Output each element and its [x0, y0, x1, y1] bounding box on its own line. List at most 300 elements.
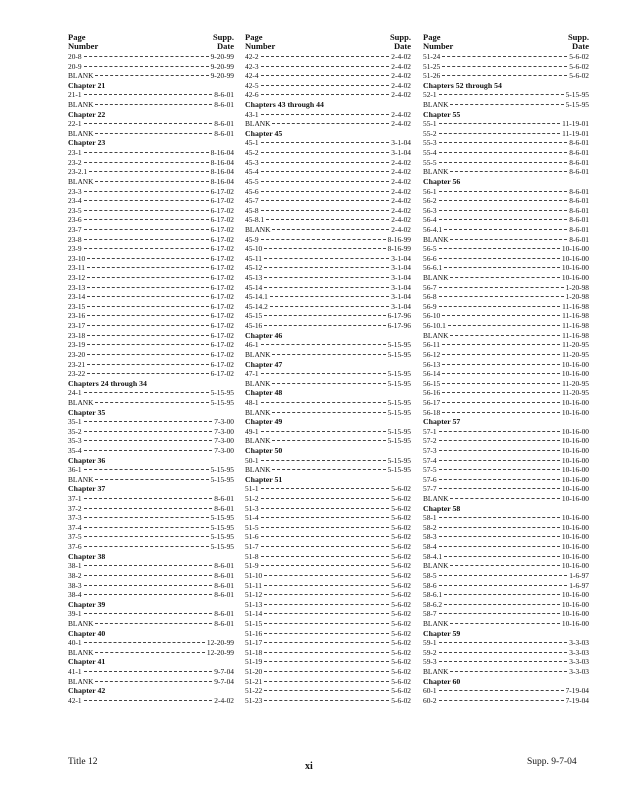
index-row	[68, 369, 234, 379]
chapter-heading: Chapter 55	[423, 109, 461, 119]
index-row	[68, 542, 234, 552]
index-row	[245, 206, 411, 216]
index-row	[68, 321, 234, 331]
footer-supplement: Supp. 9-7-04	[527, 757, 577, 767]
leader-dots	[87, 296, 208, 297]
supp-date: 10-16-00	[561, 436, 589, 446]
page-number: BLANK	[68, 474, 94, 484]
page-number: 42-4	[245, 71, 259, 81]
index-row	[423, 619, 589, 629]
supp-date: 8-6-01	[569, 224, 589, 234]
index-row	[68, 590, 234, 600]
supp-date: 5-6-02	[391, 542, 411, 552]
leader-dots	[439, 219, 568, 220]
page-number: 23-9	[68, 244, 82, 254]
leader-dots	[87, 287, 208, 288]
page-number: 37-6	[68, 542, 82, 552]
chapter-heading: Chapter 47	[245, 359, 283, 369]
leader-dots	[84, 191, 209, 192]
leader-dots	[439, 700, 564, 701]
supp-date: 11-16-98	[562, 301, 589, 311]
supp-date: 10-16-00	[561, 522, 589, 532]
chapter-heading: Chapter 42	[68, 686, 106, 696]
index-row	[423, 523, 589, 533]
leader-dots	[264, 700, 389, 701]
supp-date: 2-4-02	[391, 224, 411, 234]
leader-dots	[450, 335, 560, 336]
supp-date: 7-19-04	[565, 686, 589, 696]
chapter-heading: Chapter 51	[245, 474, 283, 484]
supp-date: 11-16-98	[562, 330, 589, 340]
supp-date: 10-16-00	[561, 273, 589, 283]
supp-date: 5-15-95	[387, 426, 411, 436]
leader-dots	[272, 383, 385, 384]
page-number: BLANK	[68, 100, 94, 110]
leader-dots	[442, 373, 560, 374]
index-row	[68, 196, 234, 206]
leader-dots	[84, 546, 209, 547]
index-row	[68, 71, 234, 81]
page-number: 57-3	[423, 445, 437, 455]
leader-dots	[261, 200, 390, 201]
leader-dots	[439, 431, 560, 432]
index-row	[423, 167, 589, 177]
page-number: 56-11	[423, 340, 440, 350]
page-number: 51-23	[245, 695, 263, 705]
leader-dots	[95, 681, 212, 682]
header-number: Number	[245, 41, 276, 51]
page-number: BLANK	[245, 224, 271, 234]
leader-dots	[84, 671, 213, 672]
page-number: BLANK	[423, 100, 449, 110]
leader-dots	[84, 123, 213, 124]
index-row	[245, 523, 411, 533]
page-number: 58-1	[423, 513, 437, 523]
page-number: 60-1	[423, 686, 437, 696]
header-page: Page	[423, 32, 441, 42]
index-row	[423, 475, 589, 485]
page-number: 56-16	[423, 388, 441, 398]
supp-date: 6-17-02	[210, 282, 234, 292]
supp-date: 10-16-00	[561, 590, 589, 600]
leader-dots	[87, 354, 208, 355]
index-row	[423, 513, 589, 523]
supp-date: 5-15-95	[387, 340, 411, 350]
leader-dots	[87, 315, 208, 316]
page-number: BLANK	[423, 234, 449, 244]
supp-date: 7-19-04	[565, 695, 589, 705]
leader-dots	[84, 56, 209, 57]
page-number: 45-10	[245, 244, 263, 254]
page-number: BLANK	[423, 494, 449, 504]
leader-dots	[439, 479, 560, 480]
leader-dots	[439, 258, 560, 259]
page-number: 49-1	[245, 426, 259, 436]
page-number: 51-9	[245, 561, 259, 571]
index-row	[423, 590, 589, 600]
supp-date: 8-6-01	[214, 494, 234, 504]
leader-dots	[439, 152, 568, 153]
leader-dots	[442, 402, 560, 403]
leader-dots	[261, 556, 390, 557]
supp-date: 11-16-98	[562, 321, 589, 331]
page-number: 51-22	[245, 686, 263, 696]
page-number: 45-14.1	[245, 292, 268, 302]
page-number: 37-4	[68, 522, 82, 532]
leader-dots	[439, 94, 564, 95]
index-row	[423, 225, 589, 235]
index-row	[423, 321, 589, 331]
index-row	[423, 446, 589, 456]
page-number: 55-3	[423, 138, 437, 148]
supp-date: 10-16-00	[561, 445, 589, 455]
index-row	[423, 340, 589, 350]
supp-date: 8-16-04	[210, 157, 234, 167]
page-number: 23-2	[68, 157, 82, 167]
supp-date: 2-4-02	[391, 71, 411, 81]
index-row	[245, 571, 411, 581]
page-number: 56-4	[423, 215, 437, 225]
supp-date: 8-6-01	[569, 138, 589, 148]
page-number: 51-18	[245, 647, 263, 657]
index-row	[68, 129, 234, 139]
page-number: 23-1	[68, 148, 82, 158]
page-number: 59-1	[423, 638, 437, 648]
leader-dots	[450, 171, 567, 172]
supp-date: 5-6-02	[391, 484, 411, 494]
leader-dots	[439, 460, 560, 461]
page-number: 56-3	[423, 205, 437, 215]
supp-date: 1-6-97	[569, 580, 589, 590]
page-number: BLANK	[245, 465, 271, 475]
supp-date: 1-20-98	[565, 282, 589, 292]
page-number: 45-14.2	[245, 301, 268, 311]
index-row	[68, 215, 234, 225]
page-number: BLANK	[245, 349, 271, 359]
chapter-heading: Chapters 43 through 44	[245, 100, 324, 110]
leader-dots	[444, 267, 560, 268]
index-row	[423, 283, 589, 293]
index-row	[68, 532, 234, 542]
leader-dots	[439, 210, 568, 211]
page-number: BLANK	[68, 176, 94, 186]
page-number: 37-2	[68, 503, 82, 513]
page-number: 51-17	[245, 638, 263, 648]
index-row	[68, 350, 234, 360]
leader-dots	[89, 171, 209, 172]
leader-dots	[439, 613, 560, 614]
index-row	[68, 388, 234, 398]
supp-date: 1-6-97	[569, 570, 589, 580]
leader-dots	[444, 594, 560, 595]
page-number: 45-14	[245, 282, 263, 292]
leader-dots	[439, 517, 560, 518]
page-number: 58-4.1	[423, 551, 443, 561]
index-row	[68, 648, 234, 658]
index-row	[245, 177, 411, 187]
supp-date: 8-6-01	[214, 503, 234, 513]
leader-dots	[261, 239, 386, 240]
page-number: 51-21	[245, 676, 263, 686]
index-row	[423, 360, 589, 370]
leader-dots	[272, 469, 385, 470]
supp-date: 9-20-99	[210, 52, 234, 61]
leader-dots	[84, 392, 209, 393]
supp-date: 3-3-03	[569, 638, 589, 648]
page-number: 39-1	[68, 609, 82, 619]
page-number: 20-8	[68, 52, 82, 61]
page-number: 23-16	[68, 311, 86, 321]
index-rows	[423, 52, 589, 705]
page-number: 23-17	[68, 321, 86, 331]
index-row	[245, 408, 411, 418]
page-number: 56-12	[423, 349, 441, 359]
leader-dots	[442, 344, 560, 345]
leader-dots	[84, 152, 209, 153]
index-row	[68, 609, 234, 619]
index-row	[68, 446, 234, 456]
index-row	[245, 148, 411, 158]
index-row	[423, 206, 589, 216]
leader-dots	[87, 344, 208, 345]
supp-date: 3-3-03	[569, 667, 589, 676]
index-row	[68, 417, 234, 427]
supp-date: 10-16-00	[561, 407, 589, 417]
supp-date: 5-15-95	[387, 397, 411, 407]
page-number: 21-1	[68, 90, 82, 100]
index-row	[423, 311, 589, 321]
supp-date: 5-6-02	[391, 599, 411, 609]
leader-dots	[87, 258, 208, 259]
page-number: BLANK	[423, 167, 449, 177]
column-header	[423, 33, 589, 51]
supp-date: 5-6-02	[391, 628, 411, 638]
leader-dots	[450, 277, 559, 278]
supp-date: 5-6-02	[391, 551, 411, 561]
index-row	[423, 542, 589, 552]
chapter-heading: Chapter 46	[245, 330, 283, 340]
page-number: 55-2	[423, 128, 437, 138]
page-number: 50-1	[245, 455, 259, 465]
page-number: 42-5	[245, 80, 259, 90]
chapter-heading: Chapters 24 through 34	[68, 378, 147, 388]
index-row	[68, 254, 234, 264]
header-supp: Supp.	[212, 32, 234, 42]
page-number: 23-15	[68, 301, 86, 311]
index-row	[68, 561, 234, 571]
leader-dots	[450, 623, 559, 624]
supp-date: 5-6-02	[391, 695, 411, 705]
leader-dots	[264, 661, 389, 662]
leader-dots	[442, 315, 560, 316]
index-row	[68, 436, 234, 446]
supp-date: 5-6-02	[391, 570, 411, 580]
leader-dots	[87, 277, 208, 278]
leader-dots	[264, 623, 389, 624]
page-number: 23-22	[68, 369, 86, 379]
page-number: 45-15	[245, 311, 263, 321]
page-number: 52-1	[423, 90, 437, 100]
leader-dots	[84, 450, 213, 451]
leader-dots	[84, 229, 209, 230]
supp-date: 10-16-00	[561, 513, 589, 523]
index-row	[245, 62, 411, 72]
supp-date: 8-6-01	[214, 90, 234, 100]
leader-dots	[439, 296, 564, 297]
leader-dots	[439, 585, 568, 586]
page-number: 37-5	[68, 532, 82, 542]
leader-dots	[450, 104, 563, 105]
page-number: 56-2	[423, 196, 437, 206]
supp-date: 5-15-95	[387, 378, 411, 388]
leader-dots	[261, 536, 390, 537]
index-row	[245, 119, 411, 129]
page-number: 24-1	[68, 388, 82, 398]
index-row	[423, 302, 589, 312]
index-row	[423, 686, 589, 696]
index-rows	[245, 52, 411, 705]
supp-date: 5-15-95	[565, 100, 589, 110]
supp-date: 6-17-02	[210, 244, 234, 254]
index-row	[245, 648, 411, 658]
supp-date: 6-17-02	[210, 224, 234, 234]
page-number: 45-13	[245, 273, 263, 283]
supp-date: 5-6-02	[569, 61, 589, 71]
supp-date: 8-6-01	[214, 609, 234, 619]
chapter-heading: Chapter 23	[68, 138, 106, 148]
page-number: 23-6	[68, 215, 82, 225]
supp-date: 6-17-02	[210, 349, 234, 359]
leader-dots	[264, 277, 389, 278]
index-row	[423, 71, 589, 81]
page-number: 23-21	[68, 359, 86, 369]
chapter-heading: Chapter 36	[68, 455, 106, 465]
leader-dots	[439, 642, 568, 643]
leader-dots	[261, 66, 390, 67]
page-number: 56-6.1	[423, 263, 443, 273]
supp-date: 3-3-03	[569, 657, 589, 667]
index-row	[68, 571, 234, 581]
index-row	[68, 340, 234, 350]
chapter-heading: Chapter 48	[245, 388, 283, 398]
supp-date: 7-3-00	[214, 417, 234, 427]
supp-date: 2-4-02	[391, 80, 411, 90]
page-number: 45-8.1	[245, 215, 265, 225]
index-row	[423, 609, 589, 619]
page-number: 51-11	[245, 580, 262, 590]
page-number: 42-6	[245, 90, 259, 100]
index-row	[245, 609, 411, 619]
index-row	[423, 696, 589, 706]
page-number: 23-18	[68, 330, 86, 340]
supp-date: 5-15-95	[565, 90, 589, 100]
supp-date: 10-16-00	[561, 397, 589, 407]
page-number: BLANK	[423, 667, 449, 676]
leader-dots	[442, 56, 567, 57]
index-row	[68, 331, 234, 341]
leader-dots	[84, 527, 209, 528]
leader-dots	[439, 450, 560, 451]
index-row	[68, 177, 234, 187]
leader-dots	[84, 66, 209, 67]
index-row	[245, 552, 411, 562]
page-number: BLANK	[245, 407, 271, 417]
index-row	[245, 696, 411, 706]
index-row	[245, 167, 411, 177]
index-row	[245, 187, 411, 197]
supp-date: 10-16-00	[561, 465, 589, 475]
page-number: BLANK	[245, 378, 271, 388]
index-row	[423, 436, 589, 446]
page-number: 45-1	[245, 138, 259, 148]
supp-date: 5-6-02	[391, 676, 411, 686]
page-number: 51-20	[245, 667, 263, 676]
leader-dots	[264, 681, 389, 682]
supp-date: 9-7-04	[214, 667, 234, 676]
index-row	[245, 513, 411, 523]
page-number: 23-19	[68, 340, 86, 350]
supp-date: 6-17-02	[210, 253, 234, 263]
index-column-2	[245, 33, 411, 705]
index-row	[423, 657, 589, 667]
page-number: 23-12	[68, 273, 86, 283]
leader-dots	[450, 671, 567, 672]
index-row	[245, 427, 411, 437]
page-number: 57-4	[423, 455, 437, 465]
leader-dots	[261, 431, 386, 432]
page-number: BLANK	[68, 397, 94, 407]
index-row	[68, 158, 234, 168]
supp-date: 8-6-01	[569, 148, 589, 158]
index-row	[68, 619, 234, 629]
page-number: 55-1	[423, 119, 437, 129]
page-number: 56-8	[423, 292, 437, 302]
index-row	[423, 215, 589, 225]
index-row	[245, 379, 411, 389]
leader-dots	[270, 306, 389, 307]
supp-date: 7-3-00	[214, 445, 234, 455]
index-row	[68, 263, 234, 273]
leader-dots	[264, 671, 389, 672]
page-number: 55-4	[423, 148, 437, 158]
page-number: 51-26	[423, 71, 441, 81]
header-date: Date	[394, 41, 411, 51]
supp-date: 10-16-00	[561, 369, 589, 379]
supp-date: 11-20-95	[562, 378, 589, 388]
leader-dots	[439, 287, 564, 288]
index-column-1	[68, 33, 234, 705]
index-row	[423, 398, 589, 408]
supp-date: 6-17-02	[210, 301, 234, 311]
index-row	[245, 629, 411, 639]
header-supp: Supp.	[389, 32, 411, 42]
index-row	[423, 648, 589, 658]
page-number: 51-1	[245, 484, 259, 494]
chapter-heading: Chapter 40	[68, 628, 106, 638]
supp-date: 5-6-02	[391, 522, 411, 532]
leader-dots	[266, 219, 389, 220]
index-row	[245, 494, 411, 504]
leader-dots	[442, 66, 567, 67]
page-number: BLANK	[68, 676, 94, 686]
leader-dots	[87, 325, 208, 326]
leader-dots	[261, 498, 390, 499]
page-number: 58-4	[423, 542, 437, 552]
supp-date: 2-4-02	[391, 119, 411, 129]
leader-dots	[261, 171, 390, 172]
index-row	[423, 244, 589, 254]
supp-date: 3-1-04	[391, 148, 411, 158]
